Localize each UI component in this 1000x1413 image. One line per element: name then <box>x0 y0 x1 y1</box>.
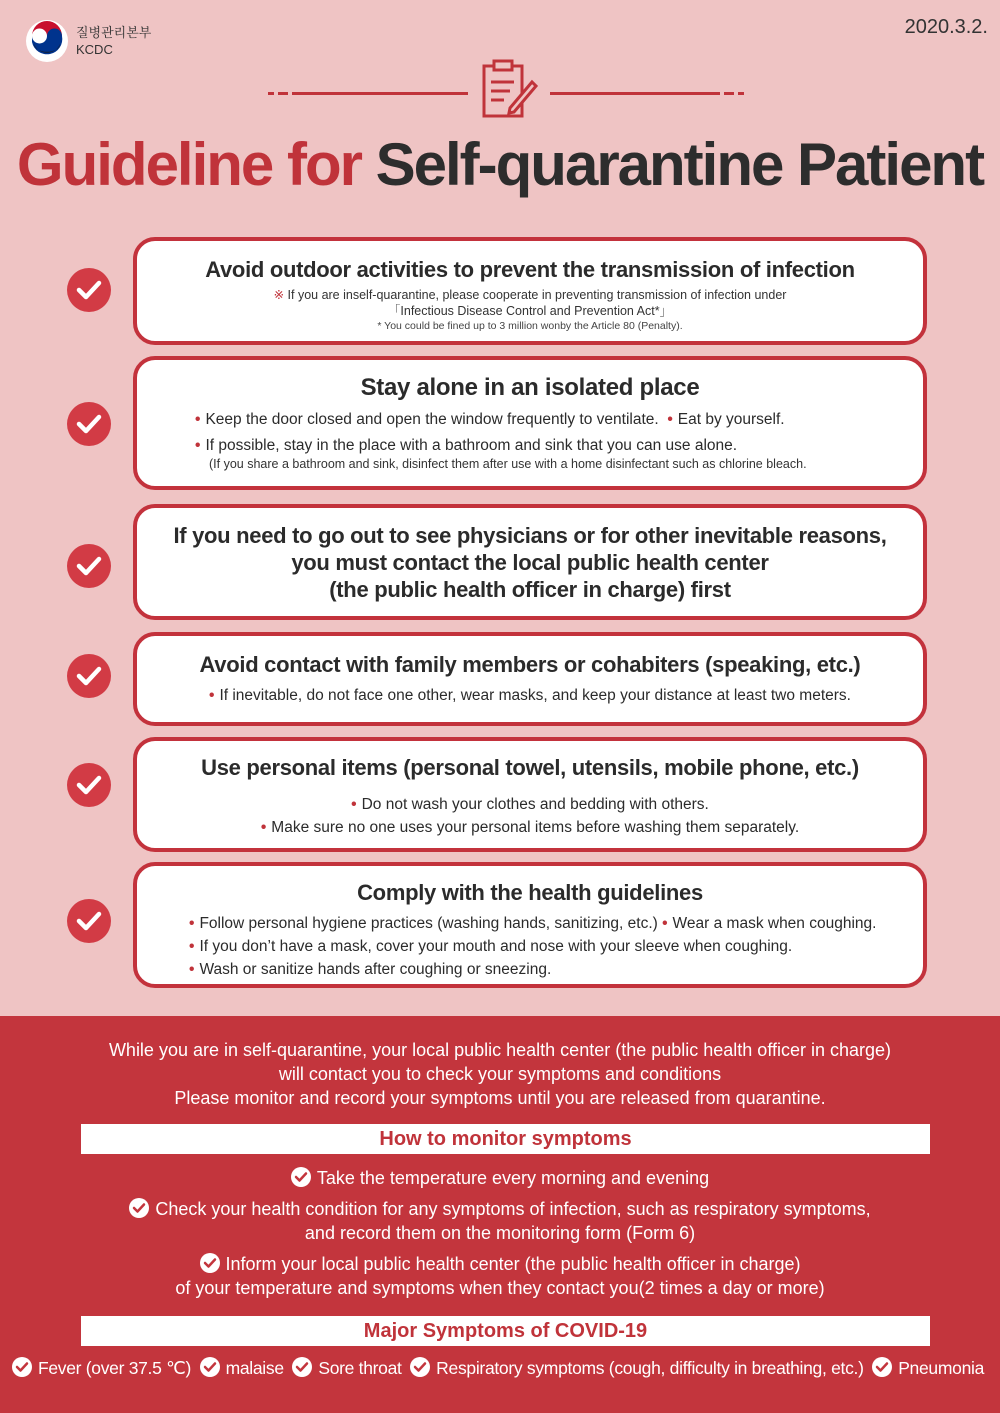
check-circle-icon <box>67 654 111 698</box>
card-heading: Avoid contact with family members or cohabiters (speaking, etc.) <box>199 652 861 677</box>
check-circle-icon <box>67 544 111 588</box>
divider-left <box>292 92 468 95</box>
guideline-card-personal-items <box>133 737 927 852</box>
card-heading-line: (the public health officer in charge) first <box>329 577 731 602</box>
card-subnote: (If you share a bathroom and sink, disinfect them after use with a home disinfectant such as chlorine bleach. <box>209 457 807 471</box>
org-name-english: KCDC <box>76 42 113 57</box>
check-circle-icon <box>67 899 111 943</box>
check-circle-icon <box>872 1357 892 1377</box>
kcdc-taegeuk-logo <box>26 20 68 62</box>
symptom-item: Sore throat <box>292 1358 401 1378</box>
card-bullet: • If inevitable, do not face one other, wear masks, and keep your distance at least two meters. <box>209 687 851 704</box>
check-circle-icon <box>292 1357 312 1377</box>
monitor-item-cont: and record them on the monitoring form (Form 6) <box>304 1223 696 1243</box>
symptom-item: Fever (over 37.5 ℃) <box>12 1358 191 1378</box>
monitor-item: Take the temperature every morning and evening <box>0 1166 1000 1190</box>
card-heading: Use personal items (personal towel, utensils, mobile phone, etc.) <box>201 755 859 780</box>
guideline-card-outdoor <box>133 237 927 345</box>
symptom-item: malaise <box>200 1358 284 1378</box>
card-heading-line: If you need to go out to see physicians or for other inevitable reasons, <box>173 523 887 548</box>
card-note: ※ If you are inself-quarantine, please cooperate in preventing transmission of infection under <box>273 288 787 302</box>
symptoms-section-title: Major Symptoms of COVID-19 <box>81 1316 930 1346</box>
card-bullet: • If possible, stay in the place with a bathroom and sink that you can use alone. <box>195 437 738 454</box>
card-bullet: • Follow personal hygiene practices (washing hands, sanitizing, etc.) • Wear a mask when coughing. <box>189 915 877 932</box>
check-circle-icon <box>67 402 111 446</box>
divider-dash <box>278 92 288 95</box>
check-circle-icon <box>67 268 111 312</box>
check-circle-icon <box>67 763 111 807</box>
divider-dash <box>738 92 744 95</box>
check-circle-icon <box>410 1357 430 1377</box>
divider-right <box>550 92 720 95</box>
guideline-card-health <box>133 862 927 988</box>
symptoms-list <box>0 1357 1000 1379</box>
card-note-act: 「Infectious Disease Control and Prevention Act*」 <box>387 304 673 318</box>
guideline-card-isolation <box>133 356 927 490</box>
date-label: 2020.3.2. <box>904 16 988 38</box>
card-bullet: • Do not wash your clothes and bedding with others. <box>351 796 709 813</box>
check-circle-icon <box>200 1357 220 1377</box>
divider-dash <box>268 92 274 95</box>
divider-dash <box>724 92 734 95</box>
card-heading: Comply with the health guidelines <box>357 880 703 905</box>
check-circle-icon <box>200 1253 220 1273</box>
clipboard-pen-icon <box>480 58 538 122</box>
card-heading-line: you must contact the local public health center <box>291 550 769 575</box>
card-bullet: • Make sure no one uses your personal items before washing them separately. <box>260 819 800 836</box>
check-circle-icon <box>291 1167 311 1187</box>
guideline-card-contact <box>133 632 927 726</box>
card-footnote: * You could be fined up to 3 million wonby the Article 80 (Penalty). <box>377 320 683 332</box>
guideline-card-going-out <box>133 504 927 620</box>
card-bullet: • Wash or sanitize hands after coughing or sneezing. <box>189 961 552 978</box>
card-bullet: • If you don’t have a mask, cover your mouth and nose with your sleeve when coughing. <box>189 938 793 955</box>
card-heading: Stay alone in an isolated place <box>360 374 700 401</box>
check-circle-icon <box>12 1357 32 1377</box>
monitor-item-cont: of your temperature and symptoms when they contact you(2 times a day or more) <box>175 1278 825 1298</box>
org-name-korean: 질병관리본부 <box>76 25 152 40</box>
check-circle-icon <box>129 1198 149 1218</box>
kcdc-logo <box>26 20 151 62</box>
card-bullet: • Keep the door closed and open the window frequently to ventilate. • Eat by yourself. <box>195 411 785 428</box>
symptom-item: Respiratory symptoms (cough, difficulty in breathing, etc.) <box>410 1358 863 1378</box>
monitor-item: Inform your local public health center (the public health officer in charge) <box>0 1252 1000 1276</box>
monitor-item: Check your health condition for any symptoms of infection, such as respiratory symptoms, <box>0 1197 1000 1221</box>
symptom-item: Pneumonia <box>872 1358 984 1378</box>
monitor-section-title: How to monitor symptoms <box>81 1124 930 1154</box>
card-heading: Avoid outdoor activities to prevent the transmission of infection <box>205 257 855 282</box>
page-title: Guideline for Self-quarantine Patient <box>16 131 984 198</box>
intro-text: While you are in self-quarantine, your local public health center (the public health officer in charge) will contact you to check your symptoms and conditions Please monitor and record your symptoms until you are released from quarantine. <box>108 1040 892 1108</box>
